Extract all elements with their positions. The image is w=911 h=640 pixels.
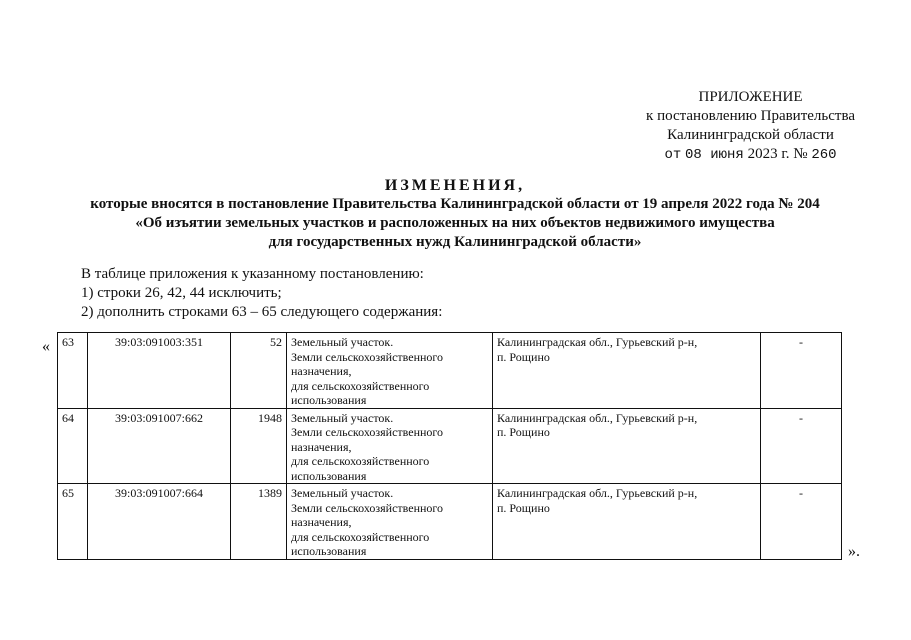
location-line: п. Рощино [497, 349, 550, 364]
intro-line-2: 1) строки 26, 42, 44 исключить; [81, 285, 282, 301]
extra-cell: - [761, 484, 842, 560]
description-line: назначения, [291, 515, 352, 529]
description-line: назначения, [291, 439, 352, 454]
table-row [58, 333, 842, 409]
area-cell: 1948 [231, 408, 287, 484]
intro-text [81, 265, 442, 322]
document-number: 260 [811, 147, 837, 163]
heading-line-3: для государственных нужд Калининградской области» [268, 234, 642, 250]
intro-line-1: В таблице приложения к указанному постановлению: [81, 266, 424, 282]
table-row [58, 484, 842, 560]
row-number-cell: 63 [58, 333, 88, 409]
extra-cell: - [761, 333, 842, 409]
description-line: назначения, [291, 364, 352, 378]
document-heading [40, 176, 870, 252]
intro-line-3: 2) дополнить строками 63 – 65 следующего содержания: [81, 304, 443, 320]
description-cell [287, 408, 493, 484]
description-cell [287, 333, 493, 409]
description-line: Земли сельскохозяйственного [291, 349, 444, 364]
date-prefix: от [664, 147, 682, 163]
date-typed: 08 июня [685, 147, 744, 163]
extra-cell: - [761, 408, 842, 484]
description-line: Земельный участок. [291, 335, 394, 349]
table-row [58, 408, 842, 484]
appendix-title: ПРИЛОЖЕНИЕ [698, 89, 803, 105]
description-line: использования [291, 544, 367, 558]
area-cell: 52 [231, 333, 287, 409]
appendix-date [646, 145, 855, 165]
appendix-line-2: Калининградской области [667, 127, 834, 143]
appendix-line-1: к постановлению Правительства [646, 108, 855, 124]
row-number-cell: 65 [58, 484, 88, 560]
quote-close: ». [848, 543, 860, 560]
row-number-cell: 64 [58, 408, 88, 484]
location-line: Калининградская обл., Гурьевский р-н, [497, 335, 698, 349]
cadastral-number-cell: 39:03:091007:664 [88, 484, 231, 560]
heading-line-1: которые вносятся в постановление Правительства Калининградской области от 19 апреля 2022 года № 204 [90, 196, 820, 212]
description-line: для сельскохозяйственного [291, 454, 430, 468]
heading-line-2: «Об изъятии земельных участков и расположенных на них объектов недвижимого имущества [135, 215, 775, 231]
location-cell [493, 484, 761, 560]
description-cell [287, 484, 493, 560]
location-line: Калининградская обл., Гурьевский р-н, [497, 486, 698, 500]
location-line: п. Рощино [497, 500, 550, 515]
location-cell [493, 333, 761, 409]
description-line: для сельскохозяйственного [291, 529, 430, 544]
cadastral-number-cell: 39:03:091007:662 [88, 408, 231, 484]
description-line: использования [291, 393, 367, 407]
location-cell [493, 408, 761, 484]
description-line: использования [291, 468, 367, 483]
location-line: п. Рощино [497, 425, 550, 439]
cadastral-number-cell: 39:03:091003:351 [88, 333, 231, 409]
description-line: Земельный участок. [291, 410, 394, 425]
heading-main: ИЗМЕНЕНИЯ, [384, 177, 526, 194]
description-line: Земли сельскохозяйственного [291, 425, 444, 439]
location-line: Калининградская обл., Гурьевский р-н, [497, 410, 698, 425]
area-cell: 1389 [231, 484, 287, 560]
appendix-header [646, 88, 855, 165]
description-line: Земельный участок. [291, 486, 394, 500]
description-line: для сельскохозяйственного [291, 378, 430, 393]
amendment-table [57, 332, 842, 560]
date-year: 2023 г. № [747, 146, 808, 162]
quote-open: « [42, 338, 50, 355]
description-line: Земли сельскохозяйственного [291, 500, 444, 515]
